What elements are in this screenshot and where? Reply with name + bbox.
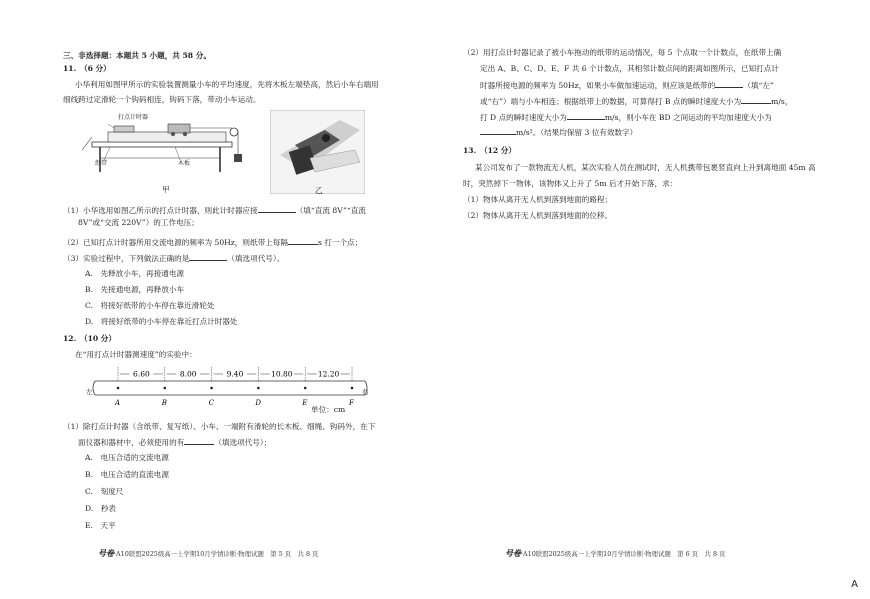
q11-option-b: B. 先接通电源，再释放小车 [85,285,185,294]
tape-segment-value: 10.80 [271,369,293,379]
q12-p1-answer-blank[interactable] [184,437,214,445]
tape-segment-value: 9.40 [226,369,244,379]
q12-option-c: C. 刻度尺 [85,487,124,496]
tape-point-label-d: D [255,399,262,407]
q11-p1-text-c: 8V”或“交流 220V”）的工作电压； [78,218,199,227]
q11-intro-line1: 小华利用如图甲所示的实验装置测量小车的平均速度，先将木板左端垫高，然后小车右端用 [75,80,379,89]
brand-logo: 号卷 [98,548,114,558]
q12-option-b: B. 电压合适的直流电源 [85,470,169,479]
tape-point-d [257,387,260,390]
figure-yi-caption: 乙 [315,186,323,195]
left-footer-text: ·A10联盟2025级高一上学期10月学情诊断·物理试题 第 5 页 共 8 页 [114,550,319,558]
q12-p2-line2: 定出 A、B、C、D、E、F 共 6 个计数点，其相邻计数点间的距离如图所示，已知打点计 [480,64,779,73]
q11-p1-answer-blank[interactable] [258,205,296,213]
q13-line2: 时，突然掉下一物体，该物体又上升了 5m 后才开始下落，求： [463,179,678,188]
label-timer: 打点计时器 [118,114,149,121]
q11-option-a: A. 先释放小车，再接通电源 [85,269,185,278]
q12-intro: 在“用打点计时器测速度”的实验中： [75,350,197,359]
tape-point-f [351,387,354,390]
q11-option-d: D. 将接好纸带的小车停在靠近打点计时器处 [85,317,238,326]
tape-right-end: 右 [362,388,369,396]
q11-option-c: C. 将接好纸带的小车停在靠近滑轮处 [85,301,215,310]
q12-p2-vd-blank[interactable] [567,112,605,120]
q11-p2-answer-blank[interactable] [288,237,318,245]
tape-point-label-a: A [115,399,121,407]
tape-point-label-e: E [302,399,308,407]
left-footer [98,548,318,558]
tape-point-c [210,387,213,390]
q11-p2-text-a: （2）已知打点计时器所用交流电源的频率为 50Hz，则纸带上每隔 [63,238,288,247]
label-tape: 纸带 [95,160,108,167]
corner-mark: A [851,578,858,590]
q12-p2-line4-b: m/s， [771,97,793,106]
q12-p1-text-b: 面仪器和器材中，必须使用的有 [78,438,185,447]
q11-p3-text-a: （3）实验过程中，下列做法正确的是 [63,254,190,263]
q13-p2: （2）物体从离开无人机到落到地面的位移。 [463,211,613,220]
q12-p2-end-blank[interactable] [715,80,743,88]
q12-p1-text-c: （填选项代号）； [214,438,272,447]
q12-p2-vb-blank[interactable] [741,96,771,104]
q12-p2-line3-b: （填“左” [743,81,774,90]
q12-option-a: A. 电压合适的交流电源 [85,453,169,462]
figure-jia-apparatus [80,110,260,184]
tape-point-label-f: F [349,399,354,407]
q12-p2-line4-a: 或“右”）端与小车相连；根据纸带上的数据，可算得打 B 点的瞬时速度大小为 [480,97,742,106]
q13-p1: （1）物体从离开无人机到落到地面的路程； [463,195,613,204]
figure-jia-caption: 甲 [162,185,170,194]
section-title: 三、非选择题：本题共 5 小题，共 58 分。 [63,51,211,60]
q11-intro-line2: 细线跨过定滑轮一个钩码相连，钩码下落，带动小车运动。 [63,95,261,104]
tape-point-label-b: B [161,399,167,407]
q12-p2-line5-b: m/s，则小车在 BD 之间运动的平均加速度大小为 [604,113,772,122]
label-board: 木板 [178,160,191,167]
right-page [435,0,870,599]
q12-p2-line5-a: 打 D 点的瞬时速度大小为 [480,113,567,122]
q12-p1-text-a: （1）除打点计时器（含纸带、复写纸）、小车、一端附有滑轮的长木板、细绳、钩码外，在下 [63,422,376,431]
q12-header: 12. （10 分） [63,334,116,343]
tape-segment-value: 8.00 [179,369,197,379]
figure-yi-timer-photo [270,110,365,194]
q11-p3-answer-blank[interactable] [189,253,227,261]
q12-p2-line3-a: 时器所接电源的频率为 50Hz，如果小车做加速运动，则应该是纸带的 [480,81,716,90]
right-footer [505,548,725,558]
q11-p3-text-b: （填选项代号）。 [227,254,285,263]
q11-header: 11. （6 分） [63,64,111,73]
tape-segment-value: 12.20 [317,369,340,379]
q13-line1: 某公司发布了一款物流无人机，某次实验人员在测试时，无人机携带包裹竖直向上升到离地面 45m 高 [475,163,816,172]
tape-unit: 单位：cm [311,405,346,414]
tape-point-a [117,387,120,390]
q12-p2-line6: m/s²。（结果均保留 3 位有效数字） [516,128,638,137]
q12-p2-line1: （2）用打点计时器记录了被小车拖动的纸带的运动情况，每 5 个点取一个计数点，在纸带上确 [463,48,782,57]
q11-p2-text-b: s 打一个点； [317,238,363,247]
tape-point-b [164,387,167,390]
brand-logo: 号卷 [505,548,521,558]
q12-option-d: D. 秒表 [85,504,117,513]
tape-segment-value: 6.60 [133,369,150,379]
q12-option-e: E. 天平 [85,521,116,530]
q12-p2-accel-blank[interactable] [480,127,516,135]
q13-header: 13. （12 分） [463,146,516,155]
q11-p1-text-a: （1）小华选用如图乙所示的打点计时器，则此计时器应接 [63,206,258,215]
tape-point-label-c: C [208,399,214,407]
tape-left-end: 左 [86,388,93,396]
tape-point-e [304,387,307,390]
right-footer-text: ·A10联盟2025级高一上学期10月学情诊断·物理试题 第 6 页 共 8 页 [521,550,726,558]
q11-p1-text-b: （填“直流 8V”“直流 [295,206,366,215]
